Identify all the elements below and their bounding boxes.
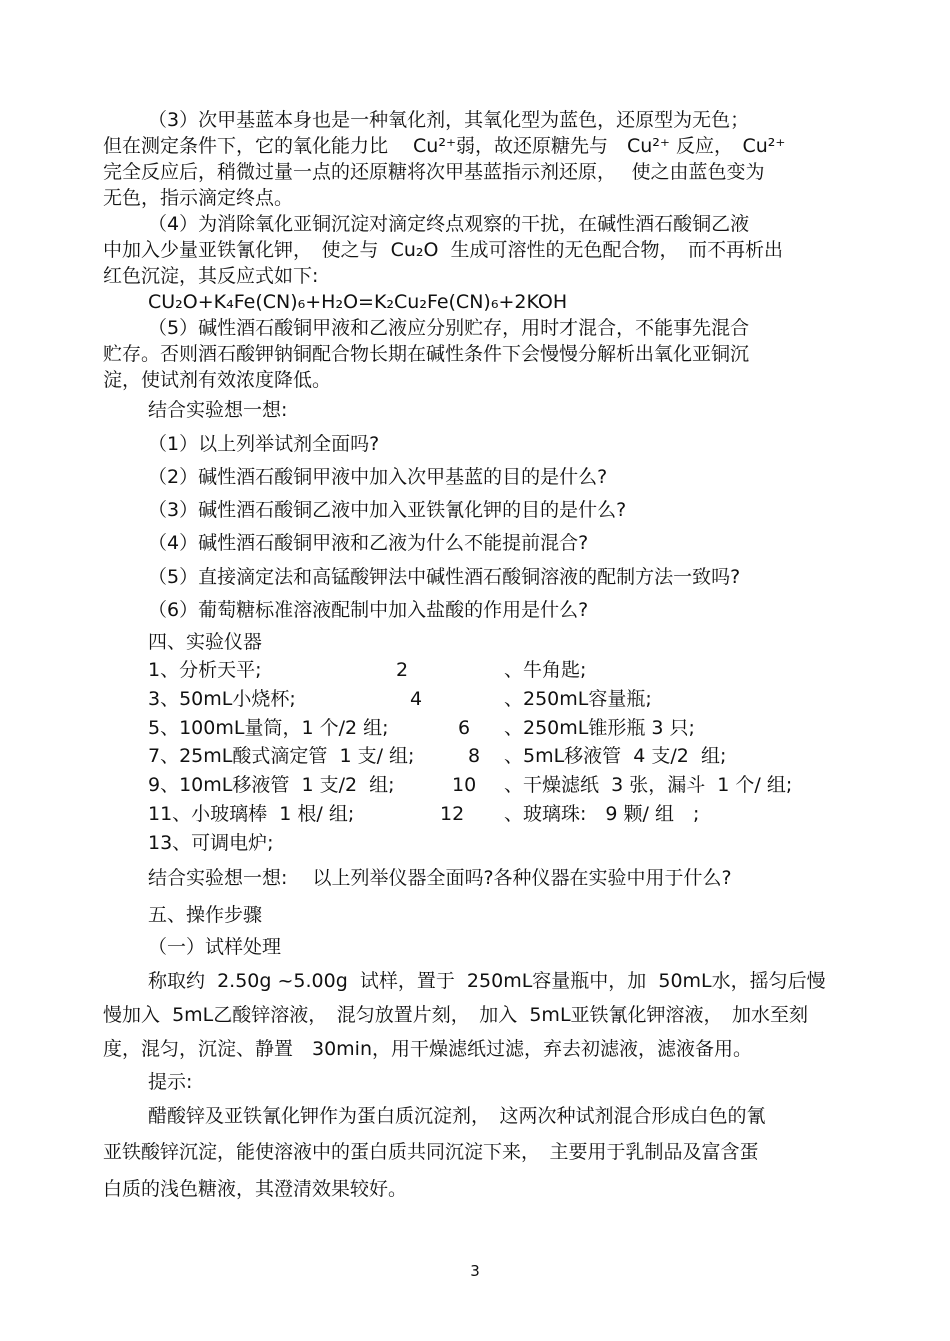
instrument-right: 、牛角匙; bbox=[504, 659, 587, 681]
reaction-equation: CU₂O+K₄Fe(CN)₆+H₂O=K₂Cu₂Fe(CN)₆+2KOH bbox=[148, 291, 568, 313]
subsection-1-title: （一）试样处理 bbox=[148, 936, 282, 958]
section-4-title: 四、实验仪器 bbox=[148, 631, 263, 653]
question-1: （1）以上列举试剂全面吗? bbox=[148, 433, 380, 455]
hint-line2: 亚铁酸锌沉淀，能使溶液中的蛋白质共同沉淀下来， 主要用于乳制品及富含蛋 bbox=[103, 1141, 759, 1163]
procedure-line1: 称取约 2.50g ~5.00g 试样，置于 250mL容量瓶中，加 50mL水，摇匀后慢 bbox=[148, 970, 826, 992]
instrument-left: 3、50mL小烧杯; bbox=[148, 688, 296, 710]
instrument-left: 11、小玻璃棒 1 根/ 组; bbox=[148, 803, 355, 825]
instrument-13: 13、可调电炉; bbox=[148, 832, 274, 854]
instrument-left: 7、25mL酸式滴定管 1 支/ 组; bbox=[148, 745, 415, 767]
procedure-line3: 度，混匀，沉淀、静置 30min，用干燥滤纸过滤，弃去初滤液，滤液备用。 bbox=[103, 1038, 753, 1060]
question-3: （3）碱性酒石酸铜乙液中加入亚铁氰化钾的目的是什么? bbox=[148, 499, 627, 521]
para3-line2: 但在测定条件下，它的氧化能力比 Cu²⁺弱，故还原糖先与 Cu²⁺ 反应， Cu²⁺ bbox=[103, 135, 786, 157]
instrument-right: 、5mL移液管 4 支/2 组; bbox=[504, 745, 727, 767]
instrument-number: 12 bbox=[440, 803, 465, 825]
instrument-left: 1、分析天平; bbox=[148, 659, 262, 681]
hint-line1: 醋酸锌及亚铁氰化钾作为蛋白质沉淀剂， 这两次种试剂混合形成白色的氰 bbox=[148, 1105, 766, 1127]
think-title-2: 结合实验想一想: 以上列举仪器全面吗?各种仪器在实验中用于什么? bbox=[148, 867, 732, 889]
instrument-left: 5、100mL量筒，1 个/2 组; bbox=[148, 717, 389, 739]
instrument-number: 4 bbox=[410, 688, 423, 710]
hint-line3: 白质的浅色糖液，其澄清效果较好。 bbox=[103, 1178, 408, 1200]
para5-line2: 贮存。否则酒石酸钾钠铜配合物长期在碱性条件下会慢慢分解析出氧化亚铜沉 bbox=[103, 343, 750, 365]
para3-line1: （3）次甲基蓝本身也是一种氧化剂，其氧化型为蓝色，还原型为无色； bbox=[148, 109, 750, 131]
para5-line3: 淀，使试剂有效浓度降低。 bbox=[103, 369, 332, 391]
question-5: （5）直接滴定法和高锰酸钾法中碱性酒石酸铜溶液的配制方法一致吗? bbox=[148, 566, 741, 588]
instrument-right: 、干燥滤纸 3 张，漏斗 1 个/ 组; bbox=[504, 774, 793, 796]
instrument-left: 9、10mL移液管 1 支/2 组; bbox=[148, 774, 395, 796]
para4-line3: 红色沉淀，其反应式如下: bbox=[103, 265, 319, 287]
instrument-right: 、玻璃珠: 9 颗/ 组 ; bbox=[504, 803, 700, 825]
para3-line4: 无色，指示滴定终点。 bbox=[103, 187, 294, 209]
procedure-line2: 慢加入 5mL乙酸锌溶液， 混匀放置片刻， 加入 5mL亚铁氰化钾溶液， 加水至刻 bbox=[103, 1004, 809, 1026]
question-4: （4）碱性酒石酸铜甲液和乙液为什么不能提前混合? bbox=[148, 532, 589, 554]
para4-line2: 中加入少量亚铁氰化钾， 使之与 Cu₂O 生成可溶性的无色配合物， 而不再析出 bbox=[103, 239, 784, 261]
instrument-right: 、250mL容量瓶; bbox=[504, 688, 652, 710]
instrument-number: 8 bbox=[468, 745, 481, 767]
para5-line1: （5）碱性酒石酸铜甲液和乙液应分别贮存，用时才混合，不能事先混合 bbox=[148, 317, 750, 339]
para3-line3: 完全反应后，稍微过量一点的还原糖将次甲基蓝指示剂还原， 使之由蓝色变为 bbox=[103, 161, 765, 183]
question-6: （6）葡萄糖标准溶液配制中加入盐酸的作用是什么? bbox=[148, 599, 589, 621]
instrument-number: 6 bbox=[458, 717, 471, 739]
instrument-number: 2 bbox=[396, 659, 409, 681]
question-2: （2）碱性酒石酸铜甲液中加入次甲基蓝的目的是什么? bbox=[148, 466, 608, 488]
hint-title: 提示: bbox=[148, 1071, 193, 1093]
page-number: 3 bbox=[470, 1262, 480, 1280]
para4-line1: （4）为消除氧化亚铜沉淀对滴定终点观察的干扰，在碱性酒石酸铜乙液 bbox=[148, 213, 750, 235]
section-5-title: 五、操作步骤 bbox=[148, 904, 263, 926]
instrument-number: 10 bbox=[452, 774, 477, 796]
instrument-right: 、250mL锥形瓶 3 只; bbox=[504, 717, 695, 739]
think-title-1: 结合实验想一想: bbox=[148, 399, 288, 421]
